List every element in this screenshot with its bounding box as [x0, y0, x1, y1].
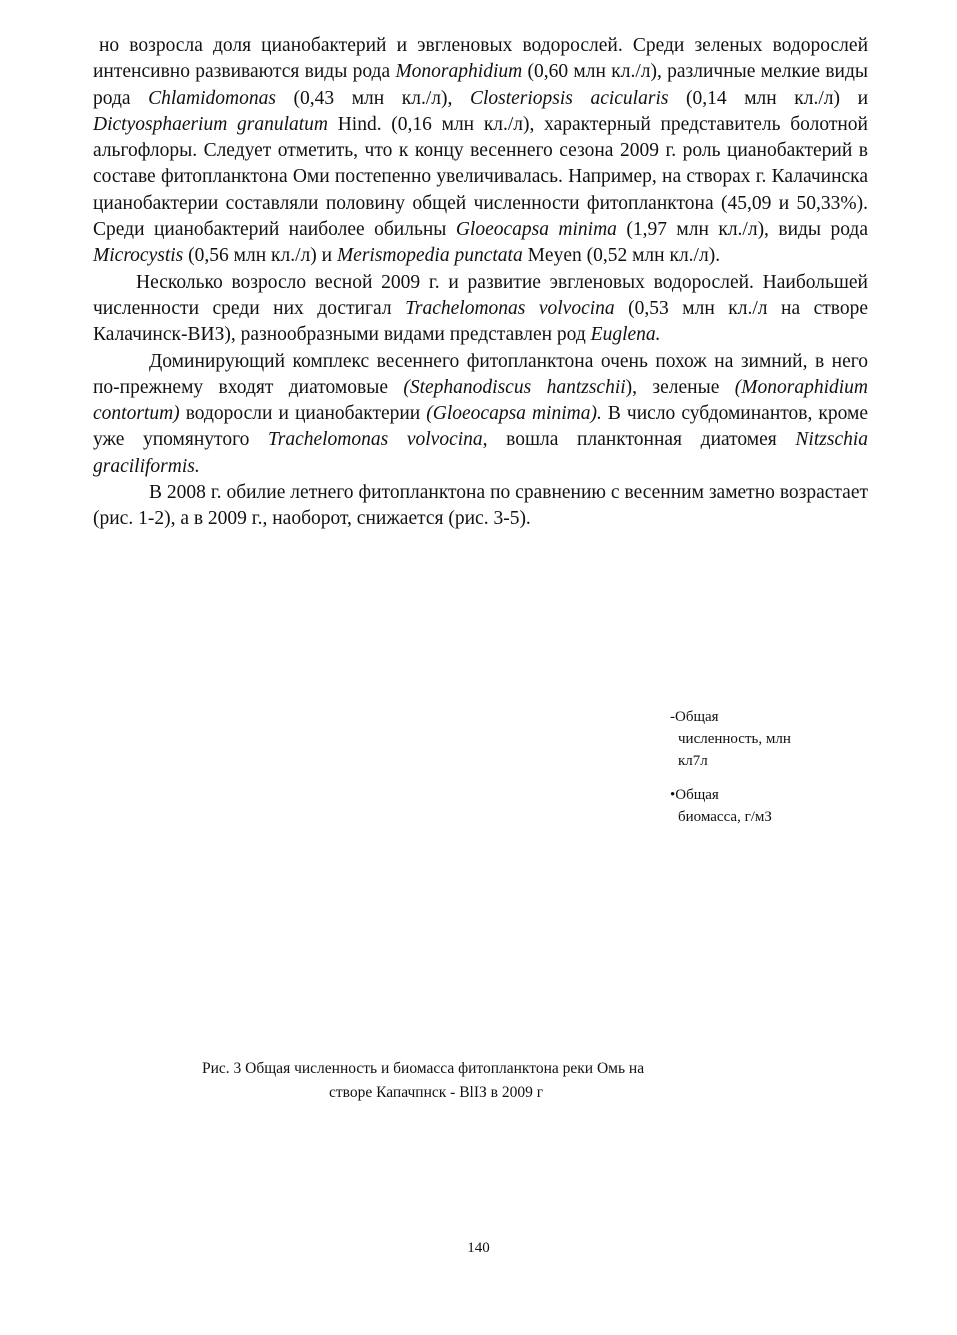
text-run: водоросли и цианобактерии	[179, 403, 427, 425]
page-number: 140	[467, 1240, 490, 1256]
taxon-name: (Monoraphidium contortum)	[93, 376, 868, 425]
caption-line-1: Рис. 3 Общая численность и биомасса фитопланктона реки Омь на	[202, 1060, 645, 1077]
text-run: Доминирующий комплекс весеннего фитопланктона очень похож на зимний, в него по-прежнему входят диатомовые	[93, 350, 868, 398]
legend-item-label: кл7л	[678, 753, 708, 769]
body-text	[93, 33, 868, 533]
taxon-name: Trachelomonas volvocina	[267, 429, 483, 451]
text-run: Meyen (0,52 млн кл./л).	[522, 245, 721, 267]
text-run: Несколько возросло весной 2009 г. и развитие эвгленовых водорослей. Наибольшей численности среди них достигал	[93, 271, 868, 319]
figure-caption	[100, 1057, 820, 1105]
taxon-name: Trachelomonas volvocina	[405, 297, 615, 319]
text-run: (0,53 млн кл./л на створе Калачинск-ВИЗ), разнообразными видами представлен род	[93, 297, 869, 346]
taxon-name: (Gloeocapsa minima).	[426, 403, 602, 425]
text-run: В число субдоминантов, кроме уже упомянутого	[93, 403, 868, 451]
taxon-name: Euglena.	[590, 324, 661, 346]
paragraph-1	[93, 33, 868, 270]
chart-legend	[670, 706, 840, 828]
text-run: В 2008 г. обилие летнего фитопланктона по сравнению с весенним заметно возрастает (рис. 1-2), а в 2009 г., наоборот, снижается (рис. 3-5).	[93, 482, 868, 530]
text-run: , вошла планктонная диатомея	[482, 429, 796, 451]
paragraph-3	[93, 349, 868, 480]
legend-item-label: биомасса, г/мЗ	[678, 809, 772, 825]
taxon-name: Monoraphidium	[395, 61, 523, 83]
taxon-name: Nitzschia graciliformis.	[93, 429, 869, 477]
taxon-name: Merismopedia punctata	[336, 245, 523, 267]
paragraph-2	[93, 270, 868, 349]
taxon-name: (Stephanodiscus hantzschii	[403, 376, 626, 398]
text-run: (1,97 млн кл./л), виды рода	[616, 219, 868, 241]
legend-item-label: •Общая	[670, 787, 719, 803]
text-run: (0,43 млн кл./л),	[275, 87, 470, 109]
text-run: но возросла доля цианобактерий и эвгленовых водорослей. Среди зеленых водорослей интенсивно развиваются виды рода	[93, 35, 868, 83]
legend-item-total-biomass	[670, 784, 840, 828]
taxon-name: Gloeocapsa minima	[455, 219, 617, 241]
taxon-name: Chlamidomonas	[148, 87, 276, 109]
paragraph-4	[93, 480, 868, 533]
text-run: (0,14 млн кл./л) и	[668, 87, 868, 109]
legend-item-label: численность, млн	[678, 731, 791, 747]
caption-line-2: створе Капачпнск - ВlIЗ в 2009 г	[329, 1084, 544, 1101]
text-run: (0,60 млн кл./л), различные мелкие виды рода	[93, 61, 868, 109]
taxon-name: Microcystis	[93, 245, 184, 267]
text-run: (0,56 млн кл./л) и	[183, 245, 337, 267]
text-run: ), зеленые	[625, 376, 735, 398]
text-run: Hind. (0,16 млн кл./л), характерный представитель болотной альгофлоры. Следует отметить, что к концу весеннего сезона 2009 г. роль цианобактерий в составе фитопланктона Оми постепенно увеличивалась. Например, на створах г. Калачинска цианобактерии составляли половину общей численности фитопланктона (45,09 и 50,33%). Среди цианобактерий наиболее обильны	[93, 113, 868, 241]
legend-item-label: -Общая	[670, 709, 719, 725]
taxon-name: Closteriopsis acicularis	[469, 87, 669, 109]
taxon-name: Dictyosphaerium granulatum	[93, 113, 329, 135]
legend-item-total-count	[670, 706, 840, 772]
